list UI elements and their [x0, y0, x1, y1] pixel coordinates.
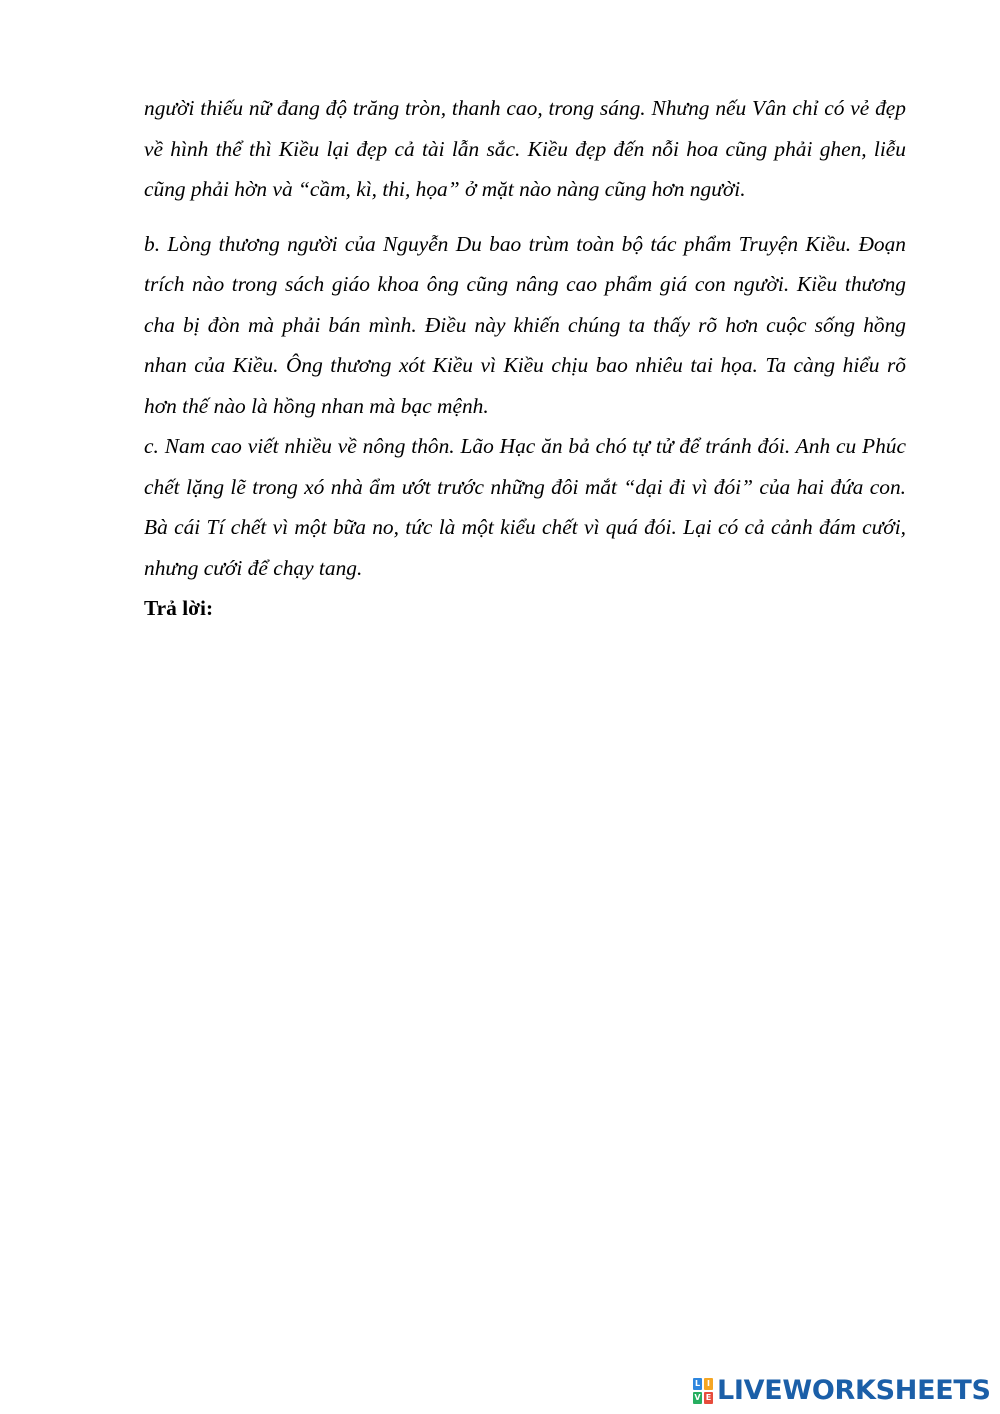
logo-letter-v: V: [694, 1393, 701, 1402]
liveworksheets-watermark: [693, 1373, 991, 1409]
logo-letter-e: E: [705, 1393, 712, 1402]
liveworksheets-logo-icon: [693, 1378, 713, 1404]
page-content: [144, 88, 906, 629]
paragraph-b: b. Lòng thương người của Nguyễn Du bao trùm toàn bộ tác phẩm Truyện Kiều. Đoạn trích nào trong sách giáo khoa ông cũng nâng cao phẩm giá con người. Kiều thương cha bị đòn mà phải bán mình. Điều này khiến chúng ta thấy rõ hơn cuộc sống hồng nhan của Kiều. Ông thương xót Kiều vì Kiều chịu bao nhiêu tai họa. Ta càng hiểu rõ hơn thế nào là hồng nhan mà bạc mệnh.: [144, 231, 906, 418]
logo-letter-l: L: [694, 1379, 701, 1388]
logo-letter-i: I: [704, 1378, 713, 1390]
watermark-text: LIVEWORKSHEETS: [717, 1375, 991, 1406]
paragraph-c: c. Nam cao viết nhiều về nông thôn. Lão Hạc ăn bả chó tự tử để tránh đói. Anh cu Phúc chết lặng lẽ trong xó nhà ẩm ướt trước những đôi mắt “dại đi vì đói” của hai đứa con. Bà cái Tí chết vì một bữa no, tức là một kiểu chết vì quá đói. Lại có cả cảnh đám cưới, nhưng cưới để chạy tang.: [144, 434, 906, 580]
answer-label: Trả lời:: [144, 596, 214, 620]
paragraph-a: người thiếu nữ đang độ trăng tròn, thanh cao, trong sáng. Nhưng nếu Vân chỉ có vẻ đẹp về hình thể thì Kiều lại đẹp cả tài lẫn sắc. Kiều đẹp đến nỗi hoa cũng phải ghen, liễu cũng phải hờn và “cầm, kì, thi, họa” ở mặt nào nàng cũng hơn người.: [144, 96, 906, 201]
